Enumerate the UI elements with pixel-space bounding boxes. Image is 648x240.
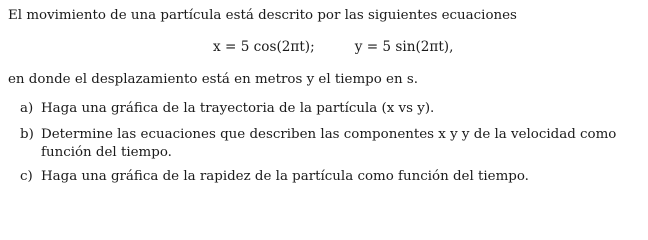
item-text: Haga una gráfica de la trayectoria de la partícula (x vs y). [41, 101, 435, 116]
equation-y: y = 5 sin(2πt), [354, 39, 454, 55]
item-label: b) [20, 127, 34, 142]
units-text: en donde el desplazamiento está en metros y el tiempo en s. [8, 72, 418, 87]
intro-text: El movimiento de una partícula está descrito por las siguientes ecuaciones [8, 8, 517, 23]
item-label: a) [20, 101, 34, 116]
item-text: Determine las ecuaciones que describen las componentes x y y de la velocidad como función del tiempo. [41, 127, 617, 160]
item-label: c) [20, 169, 33, 184]
equation-x: x = 5 cos(2πt); [213, 39, 315, 55]
motion-equations [213, 38, 453, 56]
item-text: Haga una gráfica de la rapidez de la partícula como función del tiempo. [41, 169, 529, 184]
